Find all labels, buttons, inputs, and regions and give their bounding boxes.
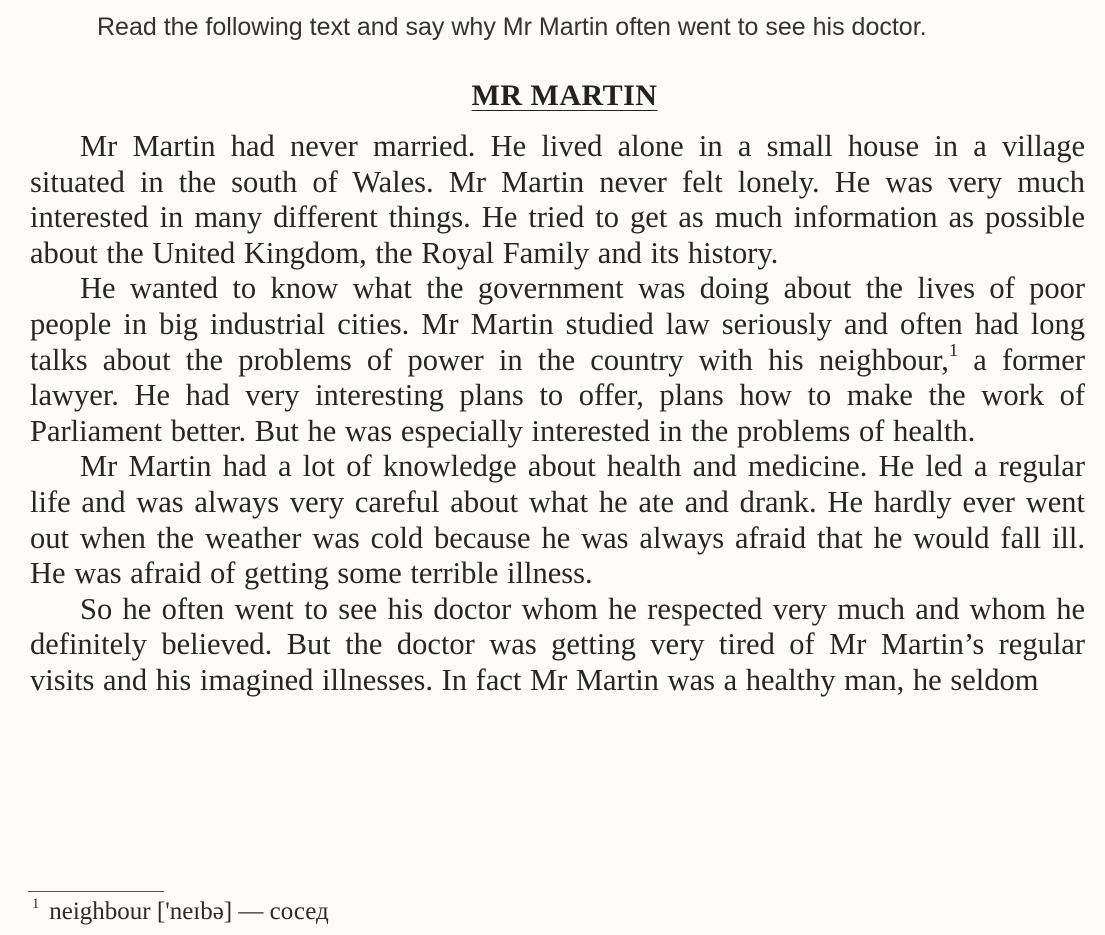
footnote-text: neighbour ['neɪbə] — сосед [49, 898, 329, 925]
footnote-divider [28, 891, 164, 892]
task-instruction: Read the following text and say why Mr Martin often went to see his doctor. [97, 13, 927, 41]
text-title-label: MR MARTIN [471, 79, 658, 112]
paragraph-2 [30, 271, 1085, 449]
paragraph-4: So he often went to see his doctor whom he respected very much and whom he definitely believed. But the doctor was getting very tired of Mr Martin’s regular visits and his imagined illnesses. In fact Mr Martin was a healthy man, he seldom [30, 591, 1085, 697]
paragraph-2-part-2: a former lawyer. He had very interesting plans to offer, plans how to make the work of Parliament better. But he was especially interested in the problems of health. [30, 342, 1085, 448]
footnote-reference: 1 [948, 340, 959, 361]
paragraph-3: Mr Martin had a lot of knowledge about health and medicine. He led a regular life and was always very careful about what he ate and drank. He hardly ever went out when the weather was cold because he was always afraid that he would fall ill. He was afraid of getting some terrible illness. [30, 449, 1085, 591]
paragraph-2-part-1: He wanted to know what the government was doing about the lives of poor people in big industrial cities. Mr Martin studied law seriously and often had long talks about the problems of power in the country with his neighbour, [30, 271, 1085, 377]
paragraph-1: Mr Martin had never married. He lived alone in a small house in a village situated in the south of Wales. Mr Martin never felt lonely. He was very much interested in many different things. He tried to get as much information as possible about the United Kingdom, the Royal Family and its history. [30, 129, 1085, 270]
footnote [32, 896, 932, 928]
story-body [30, 129, 1085, 699]
footnote-marker: 1 [32, 895, 40, 912]
text-title [0, 76, 1105, 115]
